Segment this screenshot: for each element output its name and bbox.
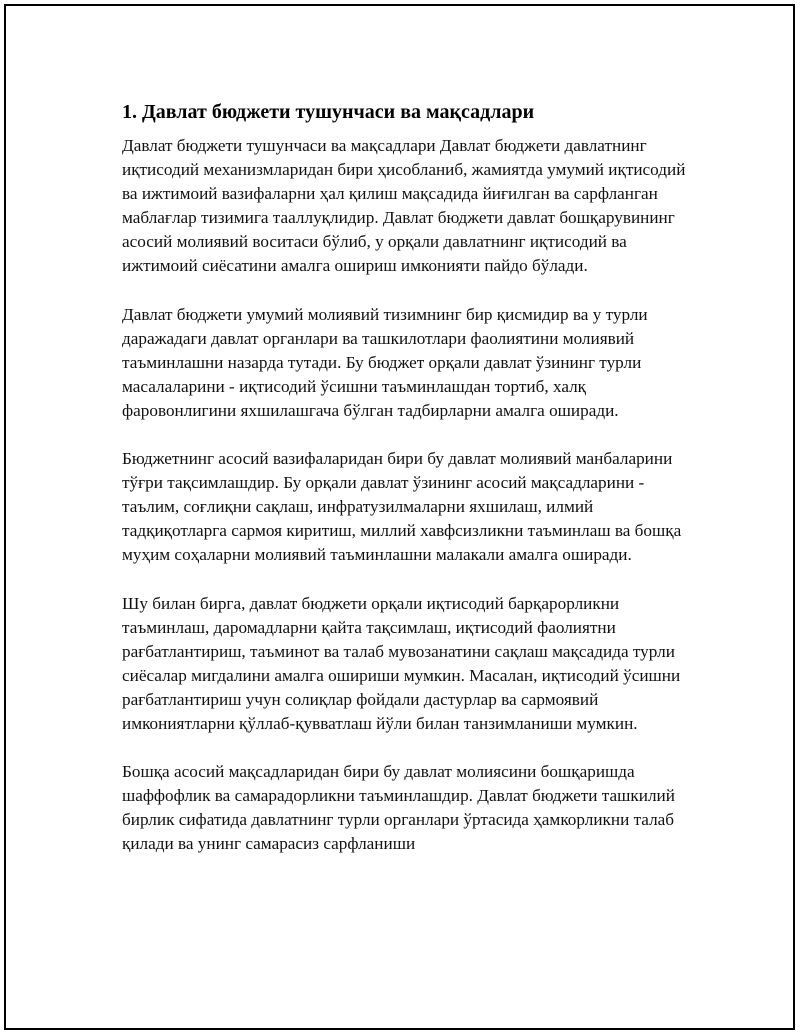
paragraph-5: Бошқа асосий мақсадларидан бири бу давлат молиясини бошқаришда шаффофлик ва самарадорликни таъминлашдир. Давлат бюджети ташкилий бирлик сифатида давлатнинг турли органлари ўртасида ҳамкорликни талаб қилади ва унинг самарасиз сарфланиши: [122, 762, 675, 854]
paragraph-2: Давлат бюджети умумий молиявий тизимнинг бир қисмидир ва у турли даражадаги давлат органлари ва ташкилотлари фаолиятини молиявий таъминлашни назарда тутади. Бу бюджет орқали давлат ўзининг турли масалаларини - иқтисодий ўсишни таъминлашдан тортиб, халқ фаровонлигини яхшилашгача бўлган тадбирларни амалга оширади.: [122, 304, 648, 420]
page-frame: [4, 4, 795, 1030]
section-heading: 1. Давлат бюджети тушунчаси ва мақсадлари: [122, 101, 535, 123]
document-body: [122, 99, 702, 880]
paragraph-4: Шу билан бирга, давлат бюджети орқали иқтисодий барқарорликни таъминлаш, даромадларни қайта тақсимлаш, иқтисодий фаолиятни рағбатлантириш, таъминот ва талаб мувозанатини сақлаш мақсадида турли сиёсалар мигдалини амалга ошириши мумкин. Масалан, иқтисодий ўсишни рағбатлантириш учун солиқлар фойдали дастурлар ва сармоявий имкониятларни қўллаб-қувватлаш йўли билан танзимланиши мумкин.: [122, 593, 681, 733]
paragraph-1: Давлат бюджети тушунчаси ва мақсадлари Давлат бюджети давлатнинг иқтисодий механизмларидан бири ҳисобланиб, жамиятда умумий иқтисодий ва ижтимоий вазифаларни ҳал қилиш мақсадида йиғилган ва сарфланган маблағлар тизимига тааллуқлидир. Давлат бюджети давлат бошқарувининг асосий молиявий воситаси бўлиб, у орқали давлатнинг иқтисодий ва ижтимоий сиёсатини амалга ошириш имконияти пайдо бўлади.: [122, 136, 686, 276]
paragraph-3: Бюджетнинг асосий вазифаларидан бири бу давлат молиявий манбаларини тўғри тақсимлашдир. Бу орқали давлат ўзининг асосий мақсадларини - таълим, соғлиқни сақлаш, инфратузилмаларни яхшилаш, илмий тадқиқотларга сармоя киритиш, миллий хавфсизликни таъминлаш ва бошқа муҳим соҳаларни молиявий таъминлашни малакали амалга оширади.: [122, 449, 682, 565]
